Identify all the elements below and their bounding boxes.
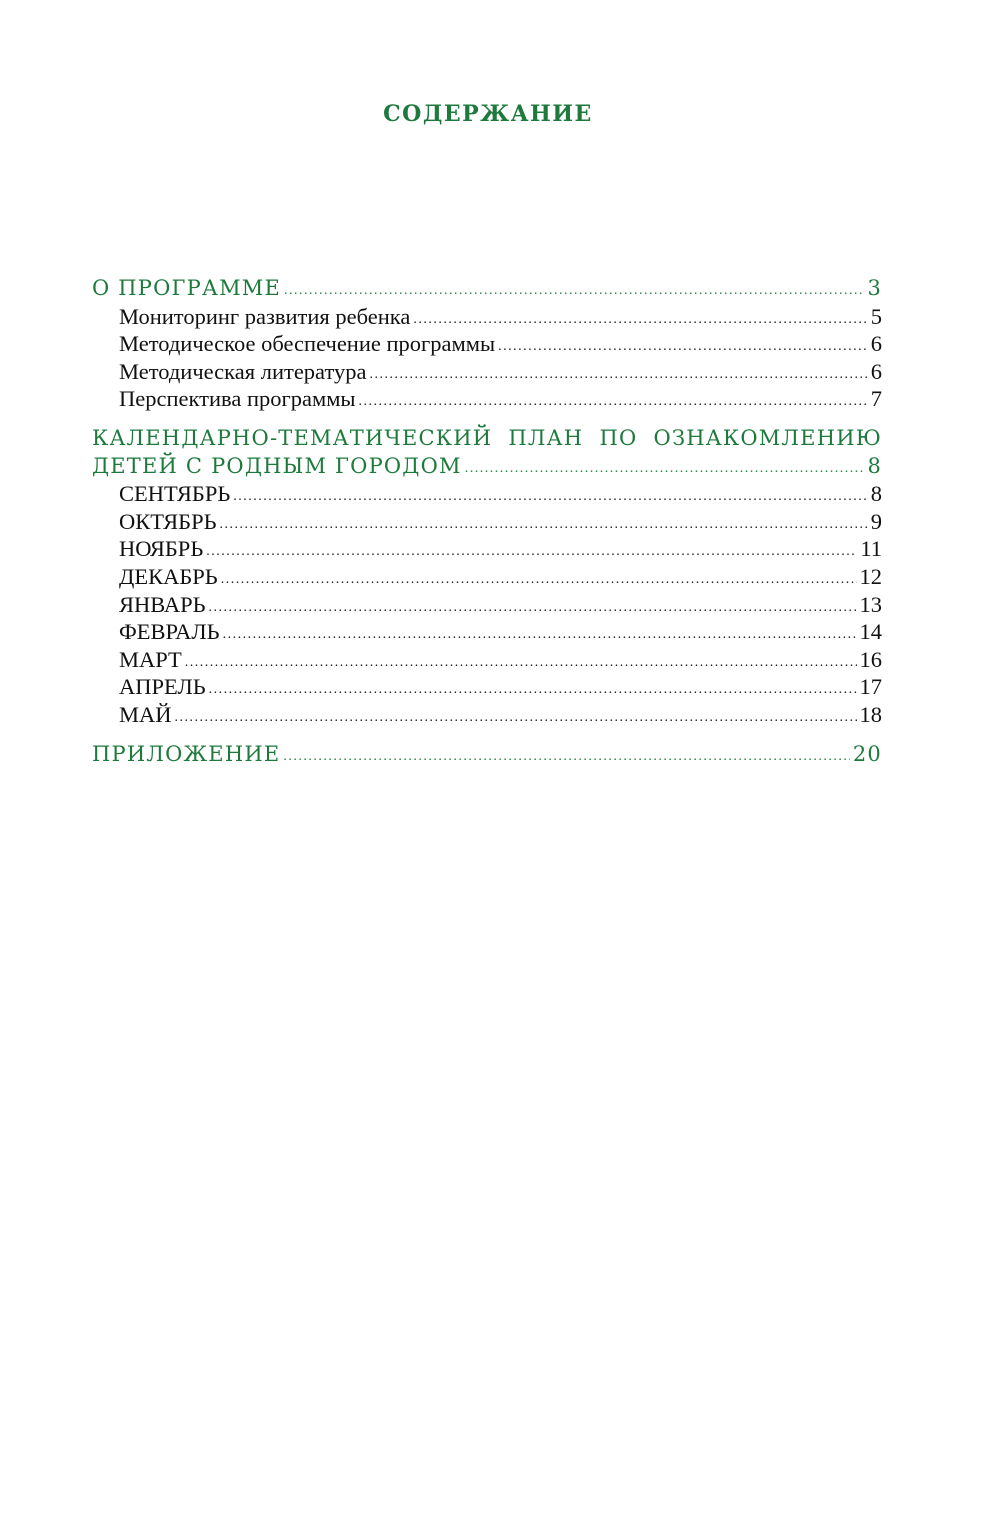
toc-page-number: 20 — [852, 741, 882, 766]
toc-page-number: 17 — [859, 674, 882, 700]
toc-entry-label: МАЙ — [119, 701, 172, 727]
toc-entry-label: АПРЕЛЬ — [119, 674, 206, 700]
toc-page-number: 8 — [870, 481, 882, 507]
toc-entry[interactable] — [92, 535, 882, 563]
dot-leader — [370, 368, 868, 382]
dot-leader — [223, 628, 857, 642]
toc-entry[interactable] — [92, 646, 882, 674]
toc-page-number: 3 — [867, 276, 882, 300]
toc-entry[interactable] — [92, 385, 882, 413]
dot-leader — [206, 545, 857, 559]
toc-entry-label: МАРТ — [119, 646, 182, 672]
toc-entry-label: Мониторинг развития ребенка — [119, 303, 411, 329]
heading-word: ПЛАН — [508, 425, 584, 450]
toc-page-number: 18 — [859, 701, 882, 727]
toc-section-label: ПРИЛОЖЕНИЕ — [92, 741, 281, 766]
toc-page-number: 11 — [860, 536, 882, 562]
dot-leader — [465, 462, 865, 476]
toc-section-label: ДЕТЕЙ С РОДНЫМ ГОРОДОМ — [92, 453, 462, 478]
toc-entry-label: ЯНВАРЬ — [119, 591, 206, 617]
toc-page-number: 16 — [859, 646, 882, 672]
toc-page-number: 12 — [859, 563, 882, 589]
toc-page-number: 9 — [870, 508, 882, 534]
toc-entry-label: СЕНТЯБРЬ — [119, 481, 231, 507]
toc-entry[interactable] — [92, 701, 882, 729]
dot-leader — [359, 395, 868, 409]
heading-word: ПО — [599, 425, 638, 450]
toc-entry[interactable] — [92, 330, 882, 358]
toc-section-calendar-heading[interactable] — [92, 425, 882, 453]
toc-page-number: 8 — [867, 453, 882, 478]
table-of-contents — [92, 275, 882, 768]
dot-leader — [233, 490, 868, 504]
page-title: СОДЕРЖАНИЕ — [383, 101, 593, 127]
dot-leader — [220, 518, 868, 532]
toc-entry[interactable] — [92, 480, 882, 508]
toc-entry-label: ФЕВРАЛЬ — [119, 619, 220, 645]
toc-page-number: 13 — [859, 591, 882, 617]
toc-entry-label: ДЕКАБРЬ — [119, 563, 218, 589]
dot-leader — [413, 313, 867, 327]
toc-entry-label: НОЯБРЬ — [119, 536, 204, 562]
dot-leader — [209, 601, 857, 615]
toc-entry[interactable] — [92, 508, 882, 536]
heading-word: КАЛЕНДАРНО-ТЕМАТИЧЕСКИЙ — [92, 425, 493, 450]
toc-section-calendar[interactable] — [92, 453, 882, 481]
toc-section-appendix[interactable] — [92, 741, 882, 769]
toc-section-o-programme[interactable] — [92, 275, 882, 303]
dot-leader — [185, 656, 857, 670]
toc-page-number: 6 — [870, 358, 882, 384]
toc-page-number: 14 — [859, 619, 882, 645]
toc-page-number: 5 — [870, 303, 882, 329]
toc-entry[interactable] — [92, 618, 882, 646]
heading-word: ОЗНАКОМЛЕНИЮ — [653, 425, 882, 450]
toc-entry-label: Перспектива программы — [119, 386, 356, 412]
dot-leader — [221, 573, 857, 587]
toc-entry[interactable] — [92, 358, 882, 386]
toc-page-number: 7 — [870, 386, 882, 412]
toc-entry-label: Методическая литература — [119, 358, 367, 384]
dot-leader — [498, 340, 868, 354]
dot-leader — [209, 683, 857, 697]
toc-entry[interactable] — [92, 563, 882, 591]
toc-page-number: 6 — [870, 331, 882, 357]
toc-entry[interactable] — [92, 673, 882, 701]
dot-leader — [284, 284, 864, 298]
toc-entry[interactable] — [92, 591, 882, 619]
dot-leader — [175, 711, 857, 725]
toc-section-label: О ПРОГРАММЕ — [92, 276, 282, 300]
toc-entry-label: ОКТЯБРЬ — [119, 508, 217, 534]
dot-leader — [283, 750, 849, 764]
toc-entry[interactable] — [92, 303, 882, 331]
toc-entry-label: Методическое обеспечение программы — [119, 331, 496, 357]
